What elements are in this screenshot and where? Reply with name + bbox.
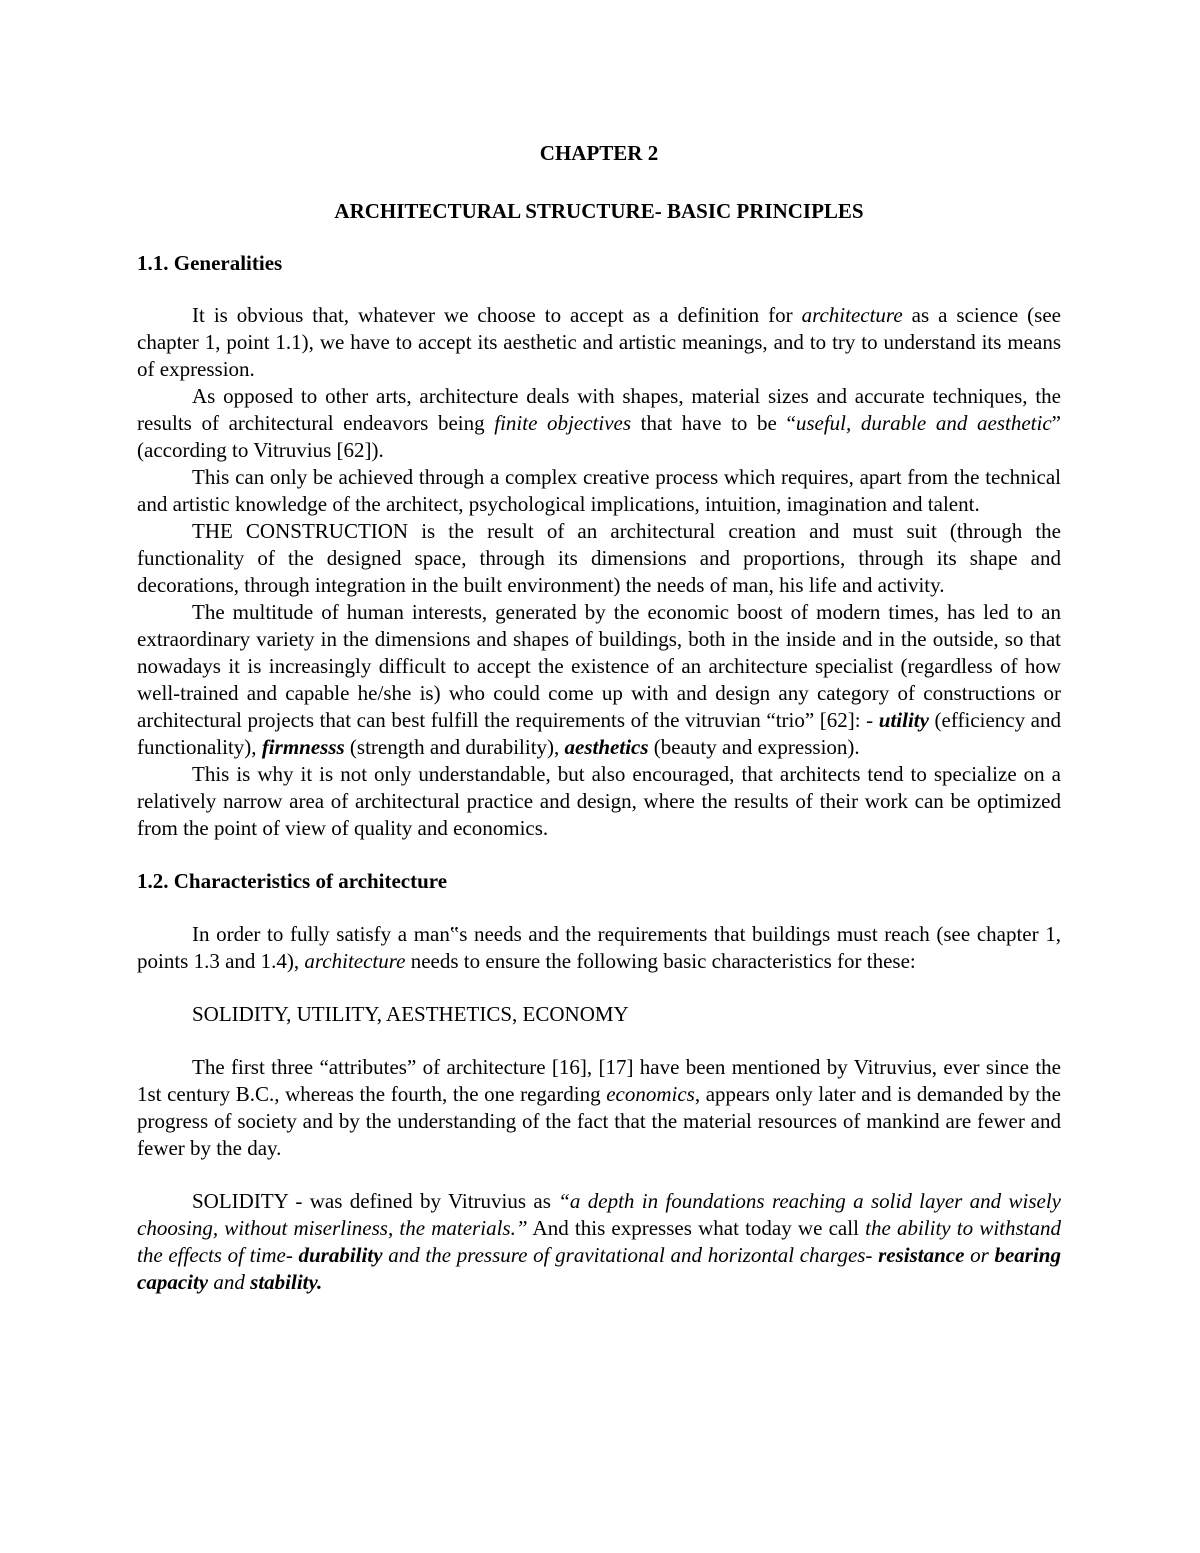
document-page — [137, 140, 1061, 1296]
paragraph-human-interests: The multitude of human interests, generated by the economic boost of modern times, has led to an extraordinary variety in the dimensions and shapes of buildings, both in the inside and in the outside, so that nowadays it is increasingly difficult to accept the existence of an architecture specialist (regardless of how well-trained and capable he/she is) who could come up with and design any category of constructions or architectural projects that can best fulfill the requirements of the vitruvian “trio” [62]: - utility (efficiency and functionality), firmnesss (strength and durability), aesthetics (beauty and expression). — [137, 600, 1061, 759]
page-title: ARCHITECTURAL STRUCTURE- BASIC PRINCIPLES — [334, 199, 864, 223]
paragraph-construction: THE CONSTRUCTION is the result of an architectural creation and must suit (through the functionality of the designed space, through its dimensions and proportions, through its shape and decorations, through integration in the built environment) the needs of man, his life and activity. — [137, 519, 1061, 597]
paragraph-other-arts: As opposed to other arts, architecture deals with shapes, material sizes and accurate techniques, the results of architectural endeavors being finite objectives that have to be “useful, durable and aesthetic” (according to Vitruvius [62]). — [137, 384, 1061, 462]
paragraph-attributes: The first three “attributes” of architecture [16], [17] have been mentioned by Vitruvius, ever since the 1st century B.C., whereas the fourth, the one regarding economics, appears only later and is demanded by the progress of society and by the understanding of the fact that the material resources of mankind are fewer and fewer by the day. — [137, 1055, 1061, 1160]
paragraph-man-needs: In order to fully satisfy a man‟s needs and the requirements that buildings must reach (see chapter 1, points 1.3 and 1.4), architecture needs to ensure the following basic characteristics for these: — [137, 922, 1061, 973]
paragraph-definition: It is obvious that, whatever we choose to accept as a definition for architecture as a science (see chapter 1, point 1.1), we have to accept its aesthetic and artistic meanings, and to try to understand its means of expression. — [137, 303, 1061, 381]
section-heading-characteristics: 1.2. Characteristics of architecture — [137, 869, 448, 893]
chapter-title: CHAPTER 2 — [539, 141, 659, 165]
paragraph-specialization: This is why it is not only understandable, but also encouraged, that architects tend to specialize on a relatively narrow area of architectural practice and design, where the results of their work can be optimized from the point of view of quality and economics. — [137, 762, 1061, 840]
paragraph-solidity: SOLIDITY - was defined by Vitruvius as “a depth in foundations reaching a solid layer and wisely choosing, without miserliness, the materials.” And this expresses what today we call the ability to withstand the effects of time- durability and the pressure of gravitational and horizontal charges- resistance or bearing capacity and stability. — [137, 1189, 1061, 1294]
section-heading-generalities: 1.1. Generalities — [137, 251, 283, 275]
paragraph-creative-process: This can only be achieved through a complex creative process which requires, apart from the technical and artistic knowledge of the architect, psychological implications, intuition, imagination and talent. — [137, 465, 1061, 516]
characteristics-list: SOLIDITY, UTILITY, AESTHETICS, ECONOMY — [192, 1002, 629, 1026]
